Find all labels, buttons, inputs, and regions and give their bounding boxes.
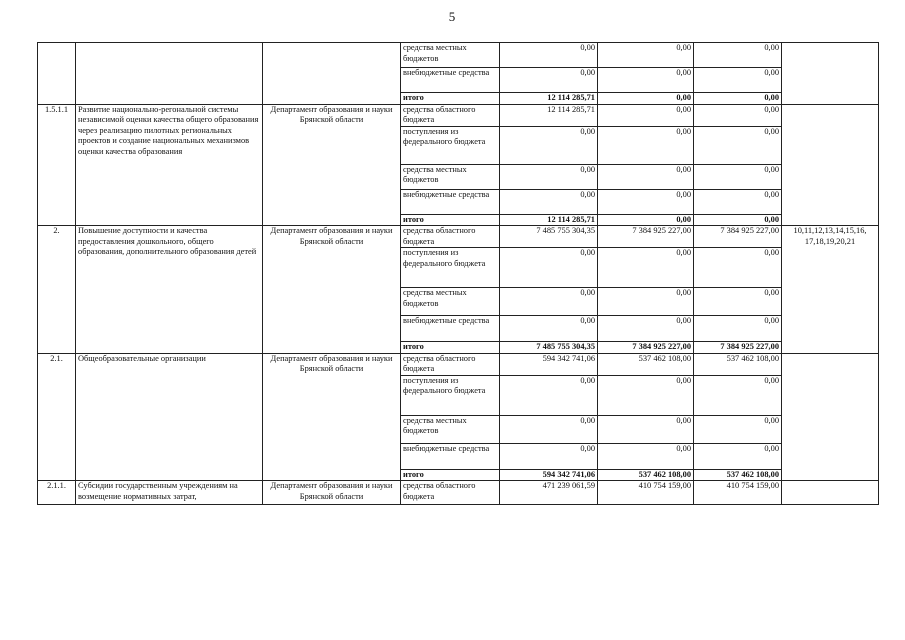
amount-year-2: 0,00 [598,126,694,164]
amount-year-1: 12 114 285,71 [500,104,598,126]
amount-year-3: 7 384 925 227,00 [694,342,782,354]
amount-year-3: 0,00 [694,68,782,93]
amount-year-2: 0,00 [598,68,694,93]
amount-year-3: 410 754 159,00 [694,481,782,505]
amount-year-3: 0,00 [694,248,782,288]
amount-year-2: 0,00 [598,316,694,342]
amount-year-2: 7 384 925 227,00 [598,342,694,354]
item-department: Департамент образования и науки Брянской области [263,226,401,354]
amount-year-3: 0,00 [694,443,782,469]
item-department [263,43,401,105]
item-code: 2.1. [38,353,76,481]
amount-year-3: 0,00 [694,43,782,68]
amount-year-2: 0,00 [598,164,694,189]
funding-source: средства местных бюджетов [401,43,500,68]
amount-year-3: 0,00 [694,288,782,316]
funding-source: средства местных бюджетов [401,415,500,443]
amount-year-1: 0,00 [500,68,598,93]
item-department: Департамент образования и науки Брянской области [263,481,401,505]
funding-source: средства областного бюджета [401,353,500,375]
item-code: 2.1.1. [38,481,76,505]
amount-year-1: 0,00 [500,164,598,189]
amount-year-1: 0,00 [500,375,598,415]
amount-year-3: 0,00 [694,126,782,164]
amount-year-1: 594 342 741,06 [500,469,598,481]
amount-year-1: 0,00 [500,43,598,68]
amount-year-3: 537 462 108,00 [694,353,782,375]
funding-source: итого [401,469,500,481]
amount-year-1: 0,00 [500,415,598,443]
table-row [38,43,879,68]
amount-year-1: 0,00 [500,189,598,214]
amount-year-1: 0,00 [500,288,598,316]
amount-year-3: 0,00 [694,316,782,342]
indicator-numbers [782,353,879,481]
amount-year-3: 0,00 [694,214,782,226]
amount-year-1: 12 114 285,71 [500,93,598,105]
item-title [76,43,263,105]
amount-year-3: 0,00 [694,104,782,126]
amount-year-2: 0,00 [598,214,694,226]
funding-source: поступления из федерального бюджета [401,126,500,164]
amount-year-2: 537 462 108,00 [598,469,694,481]
funding-source: итого [401,342,500,354]
amount-year-2: 537 462 108,00 [598,353,694,375]
item-code: 2. [38,226,76,354]
funding-source: внебюджетные средства [401,68,500,93]
funding-source: поступления из федерального бюджета [401,375,500,415]
amount-year-3: 7 384 925 227,00 [694,226,782,248]
item-department: Департамент образования и науки Брянской области [263,353,401,481]
funding-source: итого [401,93,500,105]
amount-year-3: 0,00 [694,93,782,105]
indicator-numbers [782,481,879,505]
item-code: 1.5.1.1 [38,104,76,226]
item-department: Департамент образования и науки Брянской области [263,104,401,226]
item-title: Развитие национально-регональной системы независимой оценки качества общего образования через реализацию пилотных региональных проектов и создание национальных механизмов оценки качества образования [76,104,263,226]
funding-source: поступления из федерального бюджета [401,248,500,288]
amount-year-1: 7 485 755 304,35 [500,226,598,248]
amount-year-3: 0,00 [694,189,782,214]
amount-year-2: 0,00 [598,415,694,443]
amount-year-2: 0,00 [598,248,694,288]
item-title: Субсидии государственным учреждениям на возмещение нормативных затрат, [76,481,263,505]
funding-source: внебюджетные средства [401,443,500,469]
amount-year-2: 0,00 [598,104,694,126]
amount-year-1: 0,00 [500,248,598,288]
table-row [38,481,879,505]
amount-year-2: 0,00 [598,189,694,214]
indicator-numbers: 10,11,12,13,14,15,16, 17,18,19,20,21 [782,226,879,354]
indicator-numbers [782,43,879,105]
amount-year-3: 0,00 [694,415,782,443]
funding-source: средства местных бюджетов [401,164,500,189]
item-title: Общеобразовательные организации [76,353,263,481]
amount-year-2: 0,00 [598,375,694,415]
amount-year-3: 0,00 [694,375,782,415]
funding-source: средства областного бюджета [401,226,500,248]
amount-year-2: 0,00 [598,93,694,105]
funding-source: внебюджетные средства [401,316,500,342]
table-row [38,353,879,375]
amount-year-1: 0,00 [500,316,598,342]
funding-source: внебюджетные средства [401,189,500,214]
amount-year-1: 594 342 741,06 [500,353,598,375]
amount-year-2: 0,00 [598,443,694,469]
amount-year-1: 471 239 061,59 [500,481,598,505]
table-row [38,104,879,126]
funding-source: средства областного бюджета [401,104,500,126]
funding-source: средства областного бюджета [401,481,500,505]
amount-year-2: 410 754 159,00 [598,481,694,505]
amount-year-2: 7 384 925 227,00 [598,226,694,248]
funding-source: средства местных бюджетов [401,288,500,316]
budget-table [37,42,879,505]
item-title: Повышение доступности и качества предоставления дошкольного, общего образования, дополнительного образования детей [76,226,263,354]
amount-year-3: 0,00 [694,164,782,189]
funding-source: итого [401,214,500,226]
amount-year-1: 0,00 [500,443,598,469]
table-row [38,226,879,248]
amount-year-2: 0,00 [598,43,694,68]
amount-year-1: 0,00 [500,126,598,164]
amount-year-1: 12 114 285,71 [500,214,598,226]
amount-year-2: 0,00 [598,288,694,316]
item-code [38,43,76,105]
amount-year-3: 537 462 108,00 [694,469,782,481]
page-number: 5 [448,9,456,24]
amount-year-1: 7 485 755 304,35 [500,342,598,354]
indicator-numbers [782,104,879,226]
